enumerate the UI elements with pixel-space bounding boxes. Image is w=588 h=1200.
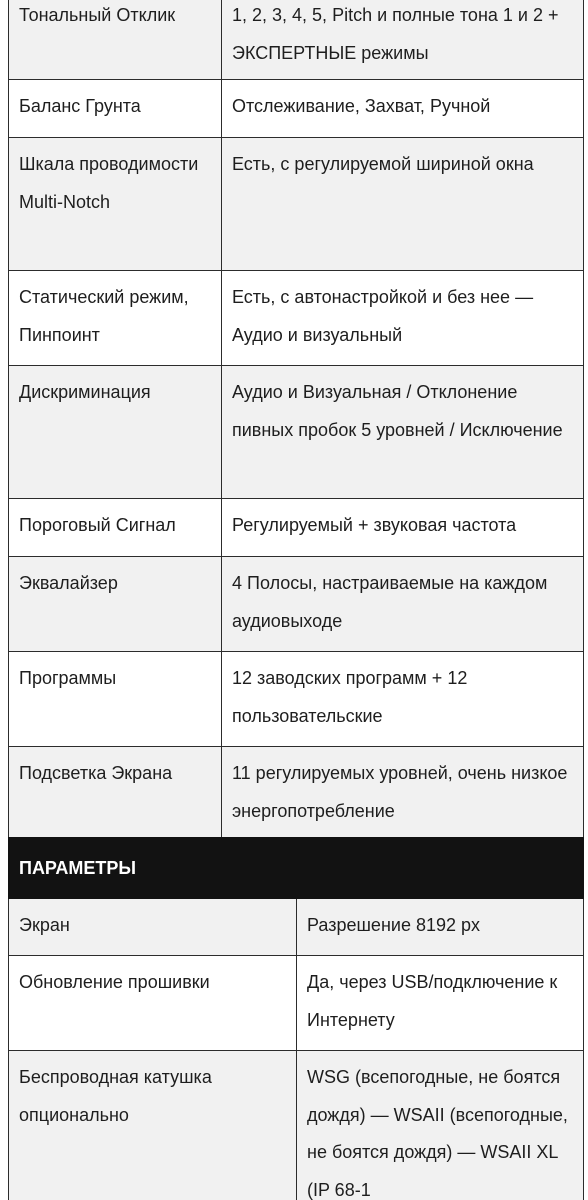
table-row <box>9 271 584 366</box>
row-value: Отслеживание, Захват, Ручной <box>222 80 584 138</box>
row-value: 12 заводских программ + 12 пользовательские <box>222 652 584 747</box>
row-value: Да, через USB/подключение к Интернету <box>297 956 584 1051</box>
row-label: Обновление прошивки <box>9 956 297 1051</box>
row-value: 1, 2, 3, 4, 5, Pitch и полные тона 1 и 2 + ЭКСПЕРТНЫЕ режимы <box>222 0 584 80</box>
row-value: Разрешение 8192 px <box>297 899 584 956</box>
table-row <box>9 557 584 652</box>
table-header-row <box>9 838 584 899</box>
row-label: Подсветка Экрана <box>9 747 222 842</box>
row-label: Эквалайзер <box>9 557 222 652</box>
row-label: Баланс Грунта <box>9 80 222 138</box>
section-heading: ПАРАМЕТРЫ <box>9 838 584 899</box>
table-row <box>9 899 584 956</box>
row-value: 4 Полосы, настраиваемые на каждом аудиовыходе <box>222 557 584 652</box>
row-label: Пороговый Сигнал <box>9 499 222 557</box>
row-label: Экран <box>9 899 297 956</box>
table-row <box>9 747 584 842</box>
row-value: WSG (всепогодные, не боятся дождя) — WSAII (всепогодные, не боятся дождя) — WSAII XL (IP 68-1 <box>297 1051 584 1200</box>
row-value: 11 регулируемых уровней, очень низкое энергопотребление <box>222 747 584 842</box>
specs-table <box>8 0 584 842</box>
row-label: Тональный Отклик <box>9 0 222 80</box>
table-row <box>9 366 584 499</box>
table-row <box>9 956 584 1051</box>
row-value: Регулируемый + звуковая частота <box>222 499 584 557</box>
row-value: Есть, с автонастройкой и без нее — Аудио и визуальный <box>222 271 584 366</box>
row-value: Есть, с регулируемой шириной окна <box>222 138 584 271</box>
table-row <box>9 1051 584 1200</box>
row-label: Беспроводная катушка опционально <box>9 1051 297 1200</box>
row-label: Программы <box>9 652 222 747</box>
row-label: Дискриминация <box>9 366 222 499</box>
row-label: Статический режим, Пинпоинт <box>9 271 222 366</box>
table-row <box>9 0 584 80</box>
params-table <box>8 837 584 1200</box>
row-value: Аудио и Визуальная / Отклонение пивных пробок 5 уровней / Исключение <box>222 366 584 499</box>
table-row <box>9 499 584 557</box>
table-row <box>9 80 584 138</box>
table-row <box>9 652 584 747</box>
table-row <box>9 138 584 271</box>
row-label: Шкала проводимости Multi-Notch <box>9 138 222 271</box>
